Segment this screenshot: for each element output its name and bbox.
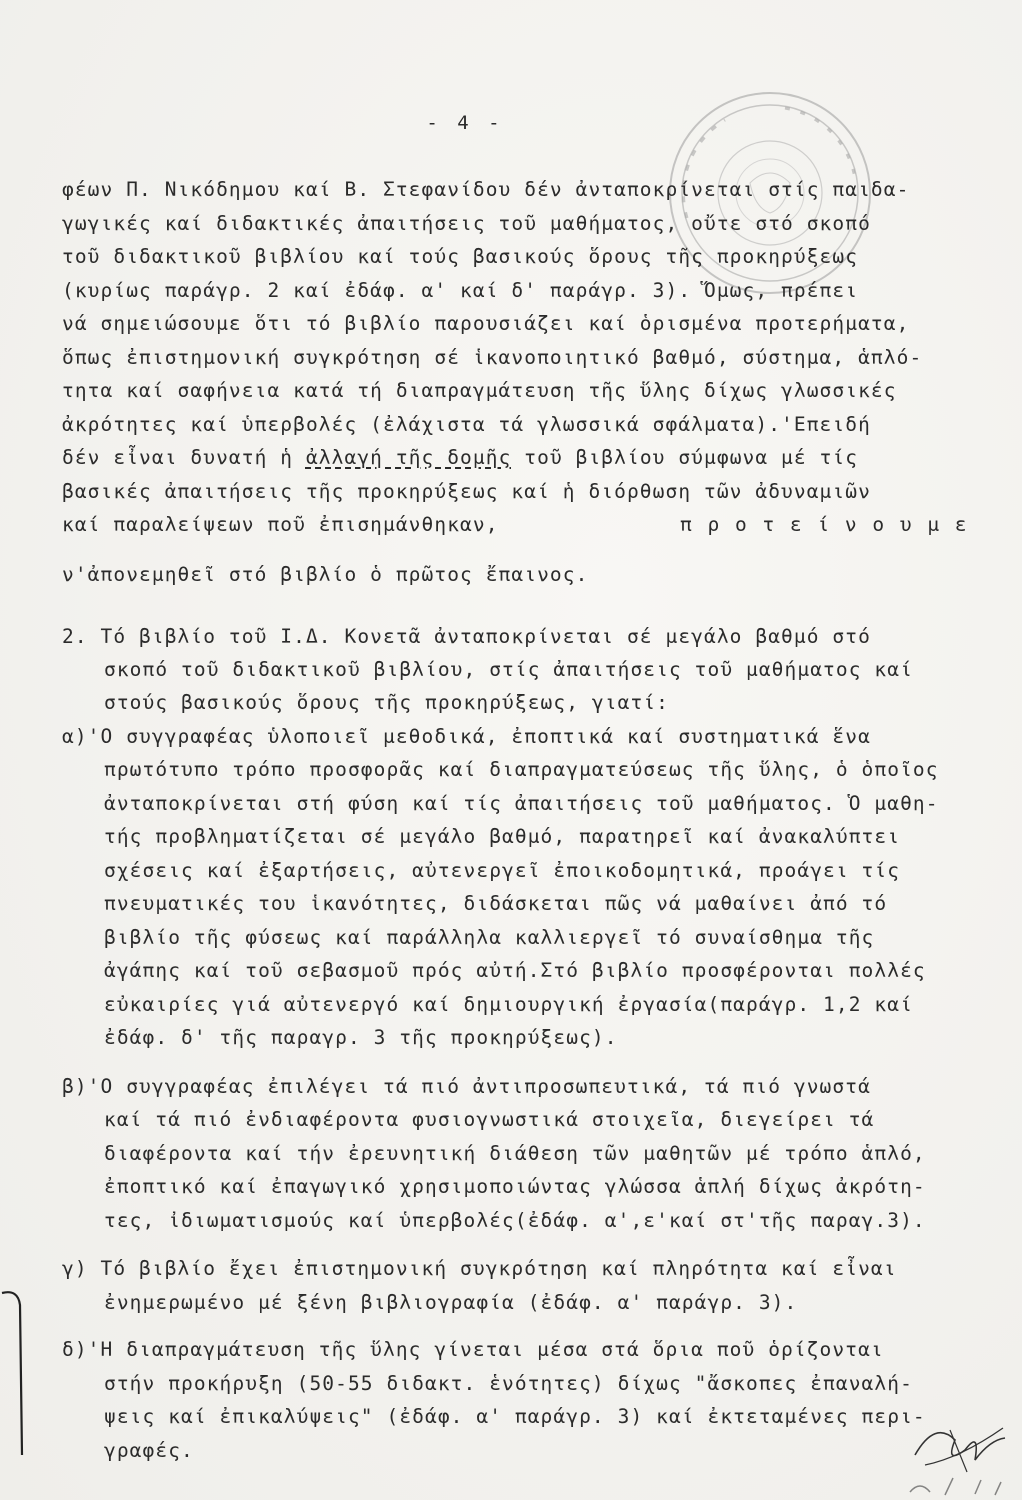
text-segment: τοῦ βιβλίου σύμφωνα μέ τίς [511,446,859,469]
text-line: σκοπό τοῦ διδακτικοῦ βιβλίου, στίς ἀπαιτήσεις τοῦ μαθήματος καί [104,658,913,681]
text-line: εὐκαιρίες γιά αὐτενεργό καί δημιουργική ἐργασία(παράγρ. 1,2 καί [104,993,913,1016]
text-line: γωγικές καί διδακτικές ἀπαιτήσεις τοῦ μαθήματος, οὔτε στό σκοπό [62,212,871,235]
text-line: ἐποπτικό καί ἐπαγωγικό χρησιμοποιώντας γλώσσα ἁπλή δίχως ἀκρότη- [104,1175,926,1198]
spaced-verb: π ρ ο τ ε ί ν ο υ μ ε [680,513,969,536]
text-line: ἐνημερωμένο μέ ξένη βιβλιογραφία (ἐδάφ. α' παράγρ. 3). [104,1291,798,1314]
text-line: διαφέροντα καί τήν ἐρευνητική διάθεση τῶν μαθητῶν μέ τρόπο ἁπλό, [104,1142,926,1165]
text-line: γραφές. [104,1439,194,1462]
text-line: ἀνταποκρίνεται στή φύση καί τίς ἀπαιτήσεις τοῦ μαθήματος. Ὁ μαθη- [104,792,939,815]
text-line: στήν προκήρυξη (50-55 διδακτ. ἑνότητες) δίχως "ἄσκοπες ἐπαναλή- [104,1372,913,1395]
text-line: τες, ἰδιωματισμούς καί ὑπερβολές(ἐδάφ. α',ε'καί στ'τῆς παραγ.3). [104,1209,926,1232]
corner-pencil-mark [905,1470,1015,1500]
underlined-phrase: ἀλλαγή τῆς δομῆς [305,446,512,469]
text-line: ἀγάπης καί τοῦ σεβασμοῦ πρός αὐτή.Στό βιβλίο προσφέρονται πολλές [104,959,926,982]
text-line: τητα καί σαφήνεια κατά τή διαπραγμάτευση τῆς ὕλης δίχως γλωσσικές [62,379,897,402]
text-line: σχέσεις καί ἐξαρτήσεις, αὐτενεργεῖ ἐποικοδομητικά, προάγει τίς [104,859,901,882]
text-line: νά σημειώσουμε ὅτι τό βιβλίο παρουσιάζει καί ὁρισμένα προτερήματα, [62,312,910,335]
text-line: (κυρίως παράγρ. 2 καί ἐδάφ. α' καί δ' παράγρ. 3). Ὅμως, πρέπει [62,279,859,302]
text-line: βασικές ἀπαιτήσεις τῆς προκηρύξεως καί ἡ διόρθωση τῶν ἀδυναμιῶν [62,480,871,503]
text-line [62,446,858,469]
text-line: γ) Τό βιβλίο ἔχει ἐπιστημονική συγκρότηση καί πληρότητα καί εἶναι [62,1257,897,1280]
text-line: καί τά πιό ἐνδιαφέροντα φυσιογνωστικά στοιχεῖα, διεγείρει τά [104,1108,875,1131]
margin-bracket-mark [0,1285,30,1465]
text-line: 2. Τό βιβλίο τοῦ Ι.Δ. Κονετᾶ ἀνταποκρίνεται σέ μεγάλο βαθμό στό [62,625,871,648]
text-line: τοῦ διδακτικοῦ βιβλίου καί τούς βασικούς ὅρους τῆς προκηρύξεως [62,245,859,268]
text-line: ἐδάφ. δ' τῆς παραγρ. 3 τῆς προκηρύξεως). [104,1026,618,1049]
text-line: πνευματικές του ἱκανότητες, διδάσκεται πῶς νά μαθαίνει ἀπό τό [104,892,888,915]
text-line: φέων Π. Νικόδημου καί Β. Στεφανίδου δέν ἀνταποκρίνεται στίς παιδα- [62,178,910,201]
text-line: α)'Ο συγγραφέας ὑλοποιεῖ μεθοδικά, ἐποπτικά καί συστηματικά ἕνα [62,725,871,748]
text-line: ὅπως ἐπιστημονική συγκρότηση σέ ἱκανοποιητικό βαθμό, σύστημα, ἁπλό- [62,346,923,369]
text-line: στούς βασικούς ὅρους τῆς προκηρύξεως, γιατί: [104,691,669,714]
text-line: πρωτότυπο τρόπο προσφορᾶς καί διαπραγματεύσεως τῆς ὕλης, ὁ ὁποῖος [104,758,939,781]
text-line: καί παραλείψεων ποῦ ἐπισημάνθηκαν, [62,513,499,536]
text-line: β)'Ο συγγραφέας ἐπιλέγει τά πιό ἀντιπροσωπευτικά, τά πιό γνωστά [62,1075,871,1098]
text-line: δ)'Η διαπραγμάτευση τῆς ὕλης γίνεται μέσα στά ὅρια ποῦ ὁρίζονται [62,1338,884,1361]
text-line: ψεις καί ἐπικαλύψεις" (ἐδάφ. α' παράγρ. 3) καί ἐκτεταμένες περι- [104,1405,926,1428]
text-line: βιβλίο τῆς φύσεως καί παράλληλα καλλιεργεῖ τό συναίσθημα τῆς [104,926,875,949]
text-line: ἀκρότητες καί ὑπερβολές (ἐλάχιστα τά γλωσσικά σφάλματα).'Επειδή [62,413,871,436]
text-segment: δέν εἶναι δυνατή ἡ [62,446,306,469]
text-line: ν'ἀπονεμηθεῖ στό βιβλίο ὁ πρῶτος ἔπαινος. [62,563,589,586]
text-line: τής προβληματίζεται σέ μεγάλο βαθμό, παρατηρεῖ καί ἀνακαλύπτει [104,825,901,848]
page-number: - 4 - [426,112,504,134]
